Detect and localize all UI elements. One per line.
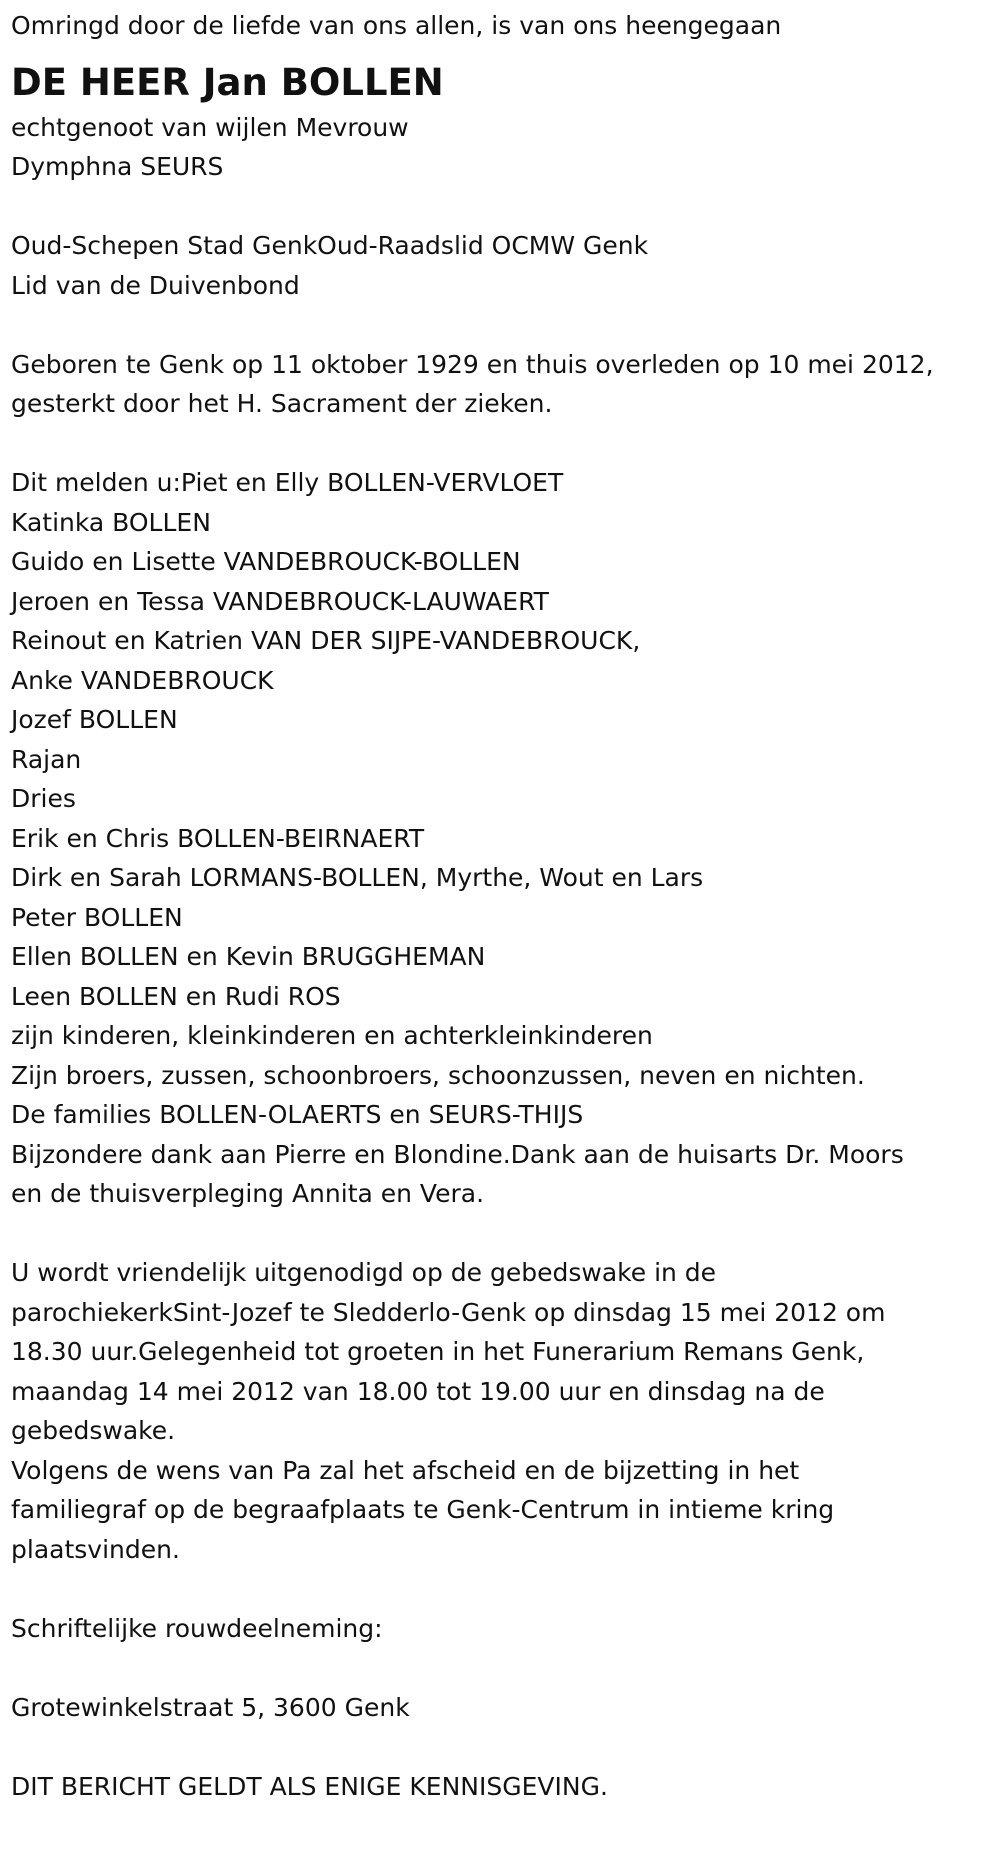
address: Grotewinkelstraat 5, 3600 Genk — [11, 1692, 410, 1722]
family-line: Rajan — [11, 744, 82, 774]
ceremony-line: 18.30 uur.Gelegenheid tot groeten in het Funerarium Remans Genk, — [11, 1337, 865, 1366]
birth-death-block — [11, 345, 986, 424]
birth-death-line: Geboren te Genk op 11 oktober 1929 en thuis overleden op 10 mei 2012, — [11, 349, 934, 379]
obituary-notice — [11, 6, 986, 1806]
family-line: Bijzondere dank aan Pierre en Blondine.Dank aan de huisarts Dr. Moors — [11, 1139, 904, 1169]
family-line: Erik en Chris BOLLEN-BEIRNAERT — [11, 823, 425, 853]
deceased-name: DE HEER Jan BOLLEN — [11, 60, 444, 104]
function-line: Lid van de Duivenbond — [11, 270, 300, 300]
family-line: Zijn broers, zussen, schoonbroers, schoonzussen, neven en nichten. — [11, 1060, 865, 1090]
function-line: Oud-Schepen Stad GenkOud-Raadslid OCMW Genk — [11, 231, 649, 260]
birth-death-line: gesterkt door het H. Sacrament der zieken. — [11, 389, 553, 418]
family-line: Guido en Lisette VANDEBROUCK-BOLLEN — [11, 547, 521, 576]
family-line: Peter BOLLEN — [11, 902, 183, 932]
spacer — [11, 1727, 986, 1767]
spouse-line: echtgenoot van wijlen Mevrouw — [11, 112, 409, 142]
spacer — [11, 424, 986, 464]
ceremony-line: Volgens de wens van Pa zal het afscheid en de bijzetting in het — [11, 1455, 800, 1485]
ceremony-line: U wordt vriendelijk uitgenodigd op de gebedswake in de — [11, 1258, 717, 1287]
ceremony-line: gebedswake. — [11, 1416, 176, 1445]
functions-block — [11, 226, 986, 305]
spacer — [11, 1569, 986, 1609]
family-line: Dit melden u:Piet en Elly BOLLEN-VERVLOET — [11, 468, 564, 497]
condolence-label: Schriftelijke rouwdeelneming: — [11, 1613, 383, 1643]
spacer — [11, 1214, 986, 1254]
family-line: Katinka BOLLEN — [11, 507, 211, 537]
closing-notice: DIT BERICHT GELDT ALS ENIGE KENNISGEVING. — [11, 1771, 608, 1801]
family-line: Leen BOLLEN en Rudi ROS — [11, 981, 341, 1011]
family-line: zijn kinderen, kleinkinderen en achterkleinkinderen — [11, 1021, 653, 1050]
ceremony-line: plaatsvinden. — [11, 1534, 180, 1564]
ceremony-line: familiegraf op de begraafplaats te Genk-Centrum in intieme kring — [11, 1495, 835, 1524]
spacer — [11, 305, 986, 345]
family-line: en de thuisverpleging Annita en Vera. — [11, 1179, 485, 1208]
family-line: Dries — [11, 784, 76, 813]
family-line: Jozef BOLLEN — [11, 705, 178, 734]
intro-text: Omringd door de liefde van ons allen, is van ons heengegaan — [11, 11, 782, 40]
ceremony-line: maandag 14 mei 2012 van 18.00 tot 19.00 uur en dinsdag na de — [11, 1376, 825, 1406]
spouse-block — [11, 108, 986, 187]
family-line: De families BOLLEN-OLAERTS en SEURS-THIJS — [11, 1100, 584, 1129]
spouse-line: Dymphna SEURS — [11, 152, 224, 181]
family-line: Jeroen en Tessa VANDEBROUCK-LAUWAERT — [11, 586, 549, 616]
family-line: Ellen BOLLEN en Kevin BRUGGHEMAN — [11, 942, 486, 971]
spacer — [11, 1648, 986, 1688]
family-block — [11, 463, 986, 1214]
spacer — [11, 187, 986, 227]
ceremony-block — [11, 1253, 986, 1569]
ceremony-line: parochiekerkSint-Jozef te Sledderlo-Genk op dinsdag 15 mei 2012 om — [11, 1297, 886, 1327]
family-line: Anke VANDEBROUCK — [11, 665, 274, 695]
family-line: Reinout en Katrien VAN DER SIJPE-VANDEBROUCK, — [11, 626, 641, 655]
family-line: Dirk en Sarah LORMANS-BOLLEN, Myrthe, Wout en Lars — [11, 863, 704, 892]
